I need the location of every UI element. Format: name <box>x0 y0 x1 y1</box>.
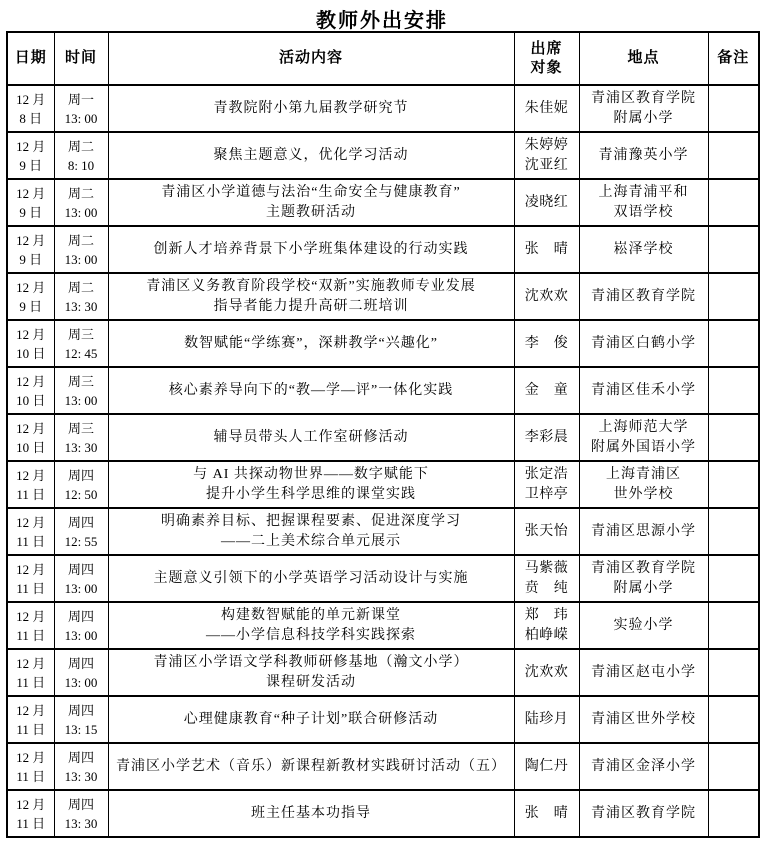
cell-note <box>708 226 759 273</box>
cell-note <box>708 508 759 555</box>
cell-line: 周四 <box>67 467 94 483</box>
cell-line: 青浦区白鹤小学 <box>591 335 696 351</box>
cell-attendees <box>514 179 579 226</box>
cell-location <box>579 132 708 179</box>
cell-activity <box>108 649 514 696</box>
cell-line: 10 日 <box>16 439 46 455</box>
table-row <box>7 85 759 132</box>
cell-attendees <box>514 790 579 837</box>
cell-line: 上海师范大学 <box>598 419 689 435</box>
cell-note <box>708 273 759 320</box>
cell-attendees <box>514 320 579 367</box>
cell-time <box>54 696 108 743</box>
cell-line: 青浦区小学艺术（音乐）新课程新教材实践研讨活动（五） <box>116 758 506 774</box>
cell-location <box>579 790 708 837</box>
cell-line: 周二 <box>67 232 94 248</box>
cell-attendees <box>514 132 579 179</box>
cell-attendees <box>514 85 579 132</box>
cell-note <box>708 602 759 649</box>
cell-line: 13: 00 <box>64 674 98 690</box>
cell-attendees <box>514 367 579 414</box>
cell-line: 青浦区佳禾小学 <box>591 382 696 398</box>
header-label: 对象 <box>530 59 563 76</box>
cell-activity <box>108 273 514 320</box>
cell-line: 13: 30 <box>64 298 98 314</box>
cell-time <box>54 649 108 696</box>
cell-date <box>7 273 54 320</box>
cell-line: 上海青浦平和 <box>598 184 689 200</box>
table-row <box>7 555 759 602</box>
cell-note <box>708 555 759 602</box>
cell-line: 主题教研活动 <box>266 204 356 220</box>
cell-time <box>54 461 108 508</box>
cell-line: 12 月 <box>16 373 46 389</box>
cell-activity <box>108 179 514 226</box>
cell-line: 周二 <box>67 138 94 154</box>
cell-line: 朱婷婷 <box>524 137 569 153</box>
cell-attendees <box>514 508 579 555</box>
cell-line: 与 AI 共探动物世界——数字赋能下 <box>193 466 429 482</box>
cell-line: 12 月 <box>16 655 46 671</box>
cell-line: 周三 <box>67 373 94 389</box>
table-row <box>7 743 759 790</box>
cell-line: 实验小学 <box>613 617 674 633</box>
cell-line: 13: 00 <box>64 110 98 126</box>
cell-date <box>7 320 54 367</box>
cell-line: 青浦区小学语文学科教师研修基地（瀚文小学） <box>153 654 469 670</box>
cell-time <box>54 602 108 649</box>
header-cell-date <box>7 32 54 85</box>
cell-line: 张天怡 <box>524 523 569 539</box>
cell-activity <box>108 461 514 508</box>
header-cell-note <box>708 32 759 85</box>
cell-line: 11 日 <box>16 768 46 784</box>
cell-line: 沈亚红 <box>524 157 569 173</box>
table-header <box>7 32 759 85</box>
cell-line: 沈欢欢 <box>524 664 569 680</box>
cell-note <box>708 461 759 508</box>
cell-line: 青浦区教育学院 <box>591 288 696 304</box>
cell-line: 11 日 <box>16 674 46 690</box>
cell-location <box>579 461 708 508</box>
cell-attendees <box>514 649 579 696</box>
cell-location <box>579 555 708 602</box>
cell-line: 13: 30 <box>64 768 98 784</box>
cell-date <box>7 649 54 696</box>
table-row <box>7 649 759 696</box>
cell-line: 周二 <box>67 185 94 201</box>
table-row <box>7 226 759 273</box>
cell-line: 张定浩 <box>524 466 569 482</box>
table-row <box>7 320 759 367</box>
cell-line: 心理健康教育“种子计划”联合研修活动 <box>183 711 439 727</box>
cell-location <box>579 508 708 555</box>
cell-note <box>708 790 759 837</box>
cell-line: 世外学校 <box>613 486 674 502</box>
cell-line: 12 月 <box>16 185 46 201</box>
cell-line: 上海青浦区 <box>606 466 681 482</box>
cell-line: 明确素养目标、把握课程要素、促进深度学习 <box>161 513 461 529</box>
table-row <box>7 602 759 649</box>
cell-line: 12 月 <box>16 326 46 342</box>
cell-line: 13: 30 <box>64 439 98 455</box>
cell-activity <box>108 790 514 837</box>
cell-line: 11 日 <box>16 815 46 831</box>
table-row <box>7 367 759 414</box>
cell-line: 青浦区义务教育阶段学校“双新”实施教师专业发展 <box>146 278 476 294</box>
cell-location <box>579 414 708 461</box>
cell-note <box>708 320 759 367</box>
cell-time <box>54 320 108 367</box>
cell-line: 附属小学 <box>613 580 674 596</box>
cell-line: 提升小学生科学思维的课堂实践 <box>206 486 416 502</box>
cell-time <box>54 367 108 414</box>
table-row <box>7 790 759 837</box>
cell-line: 朱佳妮 <box>524 100 569 116</box>
cell-line: 指导者能力提升高研二班培训 <box>213 298 409 314</box>
header-label: 日期 <box>14 50 47 66</box>
header-label: 时间 <box>64 50 97 66</box>
cell-line: 青浦区思源小学 <box>591 523 696 539</box>
cell-line: 青浦区金泽小学 <box>591 758 696 774</box>
cell-activity <box>108 555 514 602</box>
cell-time <box>54 555 108 602</box>
cell-line: 周四 <box>67 655 94 671</box>
cell-note <box>708 743 759 790</box>
cell-line: 青浦豫英小学 <box>598 147 689 163</box>
cell-activity <box>108 602 514 649</box>
cell-line: 12 月 <box>16 749 46 765</box>
cell-time <box>54 273 108 320</box>
cell-attendees <box>514 696 579 743</box>
cell-attendees <box>514 555 579 602</box>
header-label: 出席 <box>530 40 563 57</box>
cell-line: 周四 <box>67 514 94 530</box>
cell-line: 8: 10 <box>67 157 95 173</box>
cell-line: 陶仁丹 <box>524 758 569 774</box>
cell-date <box>7 132 54 179</box>
table-row <box>7 461 759 508</box>
cell-attendees <box>514 602 579 649</box>
table-row <box>7 132 759 179</box>
cell-date <box>7 179 54 226</box>
cell-line: 12: 50 <box>64 486 98 502</box>
cell-activity <box>108 132 514 179</box>
cell-location <box>579 649 708 696</box>
cell-line: 柏峥嵘 <box>524 627 569 643</box>
cell-line: 12 月 <box>16 420 46 436</box>
table-row <box>7 273 759 320</box>
cell-activity <box>108 508 514 555</box>
cell-line: 青浦区教育学院 <box>591 805 696 821</box>
cell-date <box>7 602 54 649</box>
cell-line: ——小学信息科技学科实践探索 <box>206 627 416 643</box>
cell-location <box>579 179 708 226</box>
cell-line: 13: 30 <box>64 815 98 831</box>
cell-line: 11 日 <box>16 486 46 502</box>
cell-line: 10 日 <box>16 345 46 361</box>
cell-attendees <box>514 461 579 508</box>
cell-time <box>54 508 108 555</box>
cell-line: 12 月 <box>16 279 46 295</box>
header-label: 地点 <box>627 50 660 66</box>
cell-attendees <box>514 226 579 273</box>
cell-line: 周四 <box>67 702 94 718</box>
cell-location <box>579 696 708 743</box>
cell-line: 13: 15 <box>64 721 98 737</box>
cell-line: 附属小学 <box>613 110 674 126</box>
cell-date <box>7 414 54 461</box>
table-row <box>7 414 759 461</box>
cell-line: 崧泽学校 <box>613 241 674 257</box>
cell-attendees <box>514 743 579 790</box>
cell-line: 郑 玮 <box>524 607 569 623</box>
cell-line: 周三 <box>67 326 94 342</box>
cell-line: 周一 <box>67 91 94 107</box>
cell-date <box>7 696 54 743</box>
cell-line: 陆珍月 <box>524 711 569 727</box>
cell-line: 周三 <box>67 420 94 436</box>
cell-line: 12 月 <box>16 608 46 624</box>
cell-line: 11 日 <box>16 627 46 643</box>
cell-time <box>54 226 108 273</box>
cell-line: 10 日 <box>16 392 46 408</box>
cell-line: 青浦区教育学院 <box>591 90 696 106</box>
cell-line: 周二 <box>67 279 94 295</box>
cell-line: 12 月 <box>16 232 46 248</box>
cell-line: 11 日 <box>16 721 46 737</box>
cell-line: 12 月 <box>16 467 46 483</box>
cell-location <box>579 226 708 273</box>
cell-line: 12 月 <box>16 702 46 718</box>
header-label: 备注 <box>717 50 750 66</box>
cell-note <box>708 367 759 414</box>
cell-line: 13: 00 <box>64 392 98 408</box>
cell-activity <box>108 320 514 367</box>
cell-location <box>579 602 708 649</box>
cell-line: 青浦区教育学院 <box>591 560 696 576</box>
cell-activity <box>108 743 514 790</box>
cell-line: 青浦区小学道德与法治“生命安全与健康教育” <box>161 184 461 200</box>
cell-line: 12: 55 <box>64 533 98 549</box>
cell-line: 8 日 <box>19 110 43 126</box>
cell-location <box>579 367 708 414</box>
cell-line: 12 月 <box>16 561 46 577</box>
table-row <box>7 179 759 226</box>
cell-date <box>7 508 54 555</box>
cell-line: 核心素养导向下的“教—学—评”一体化实践 <box>168 382 454 398</box>
header-cell-time <box>54 32 108 85</box>
cell-line: 张 晴 <box>524 805 569 821</box>
cell-date <box>7 555 54 602</box>
cell-note <box>708 132 759 179</box>
cell-line: 创新人才培养背景下小学班集体建设的行动实践 <box>153 241 469 257</box>
cell-line: 凌晓红 <box>524 194 569 210</box>
cell-line: 9 日 <box>19 204 43 220</box>
cell-activity <box>108 414 514 461</box>
teacher-outing-schedule-table <box>6 31 760 838</box>
cell-line: 青浦区世外学校 <box>591 711 696 727</box>
cell-line: 双语学校 <box>613 204 674 220</box>
cell-attendees <box>514 273 579 320</box>
cell-line: 11 日 <box>16 533 46 549</box>
cell-line: 青浦区赵屯小学 <box>591 664 696 680</box>
cell-line: 12: 45 <box>64 345 98 361</box>
cell-line: 课程研发活动 <box>266 674 356 690</box>
cell-time <box>54 132 108 179</box>
cell-line: 周四 <box>67 561 94 577</box>
cell-line: 周四 <box>67 796 94 812</box>
header-label: 活动内容 <box>278 50 343 66</box>
table-row <box>7 508 759 555</box>
cell-date <box>7 367 54 414</box>
cell-line: 马紫薇 <box>524 560 569 576</box>
cell-line: 9 日 <box>19 251 43 267</box>
cell-line: 班主任基本功指导 <box>251 805 371 821</box>
cell-line: ——二上美术综合单元展示 <box>221 533 401 549</box>
cell-line: 附属外国语小学 <box>591 439 696 455</box>
cell-location <box>579 85 708 132</box>
cell-date <box>7 743 54 790</box>
cell-time <box>54 85 108 132</box>
cell-line: 数智赋能“学练赛”，深耕教学“兴趣化” <box>184 335 438 351</box>
cell-time <box>54 414 108 461</box>
cell-date <box>7 85 54 132</box>
cell-line: 青教院附小第九届教学研究节 <box>213 100 409 116</box>
cell-note <box>708 696 759 743</box>
page-title: 教师外出安排 <box>316 10 448 32</box>
cell-line: 12 月 <box>16 138 46 154</box>
cell-activity <box>108 367 514 414</box>
cell-line: 12 月 <box>16 514 46 530</box>
cell-note <box>708 85 759 132</box>
cell-time <box>54 790 108 837</box>
cell-time <box>54 743 108 790</box>
cell-note <box>708 414 759 461</box>
table-body <box>7 85 759 837</box>
cell-line: 主题意义引领下的小学英语学习活动设计与实施 <box>153 570 469 586</box>
cell-date <box>7 226 54 273</box>
cell-line: 周四 <box>67 608 94 624</box>
cell-location <box>579 273 708 320</box>
cell-line: 13: 00 <box>64 251 98 267</box>
cell-line: 李 俊 <box>524 335 569 351</box>
cell-activity <box>108 85 514 132</box>
cell-note <box>708 649 759 696</box>
cell-time <box>54 179 108 226</box>
cell-line: 11 日 <box>16 580 46 596</box>
cell-date <box>7 790 54 837</box>
cell-line: 12 月 <box>16 796 46 812</box>
cell-note <box>708 179 759 226</box>
cell-line: 周四 <box>67 749 94 765</box>
cell-line: 贲 纯 <box>524 580 569 596</box>
cell-activity <box>108 226 514 273</box>
table-header-row <box>7 32 759 85</box>
cell-line: 张 晴 <box>524 241 569 257</box>
cell-line: 13: 00 <box>64 580 98 596</box>
cell-line: 构建数智赋能的单元新课堂 <box>221 607 401 623</box>
cell-activity <box>108 696 514 743</box>
cell-line: 13: 00 <box>64 204 98 220</box>
header-cell-activity <box>108 32 514 85</box>
cell-location <box>579 320 708 367</box>
cell-line: 卫梓亭 <box>524 486 569 502</box>
cell-line: 9 日 <box>19 157 43 173</box>
cell-line: 9 日 <box>19 298 43 314</box>
cell-line: 李彩晨 <box>524 429 569 445</box>
cell-line: 13: 00 <box>64 627 98 643</box>
cell-line: 沈欢欢 <box>524 288 569 304</box>
cell-date <box>7 461 54 508</box>
cell-attendees <box>514 414 579 461</box>
cell-line: 辅导员带头人工作室研修活动 <box>213 429 409 445</box>
header-cell-attendees <box>514 32 579 85</box>
cell-location <box>579 743 708 790</box>
table-row <box>7 696 759 743</box>
cell-line: 12 月 <box>16 91 46 107</box>
cell-line: 金 童 <box>524 382 569 398</box>
header-cell-location <box>579 32 708 85</box>
cell-line: 聚焦主题意义，优化学习活动 <box>213 147 409 163</box>
